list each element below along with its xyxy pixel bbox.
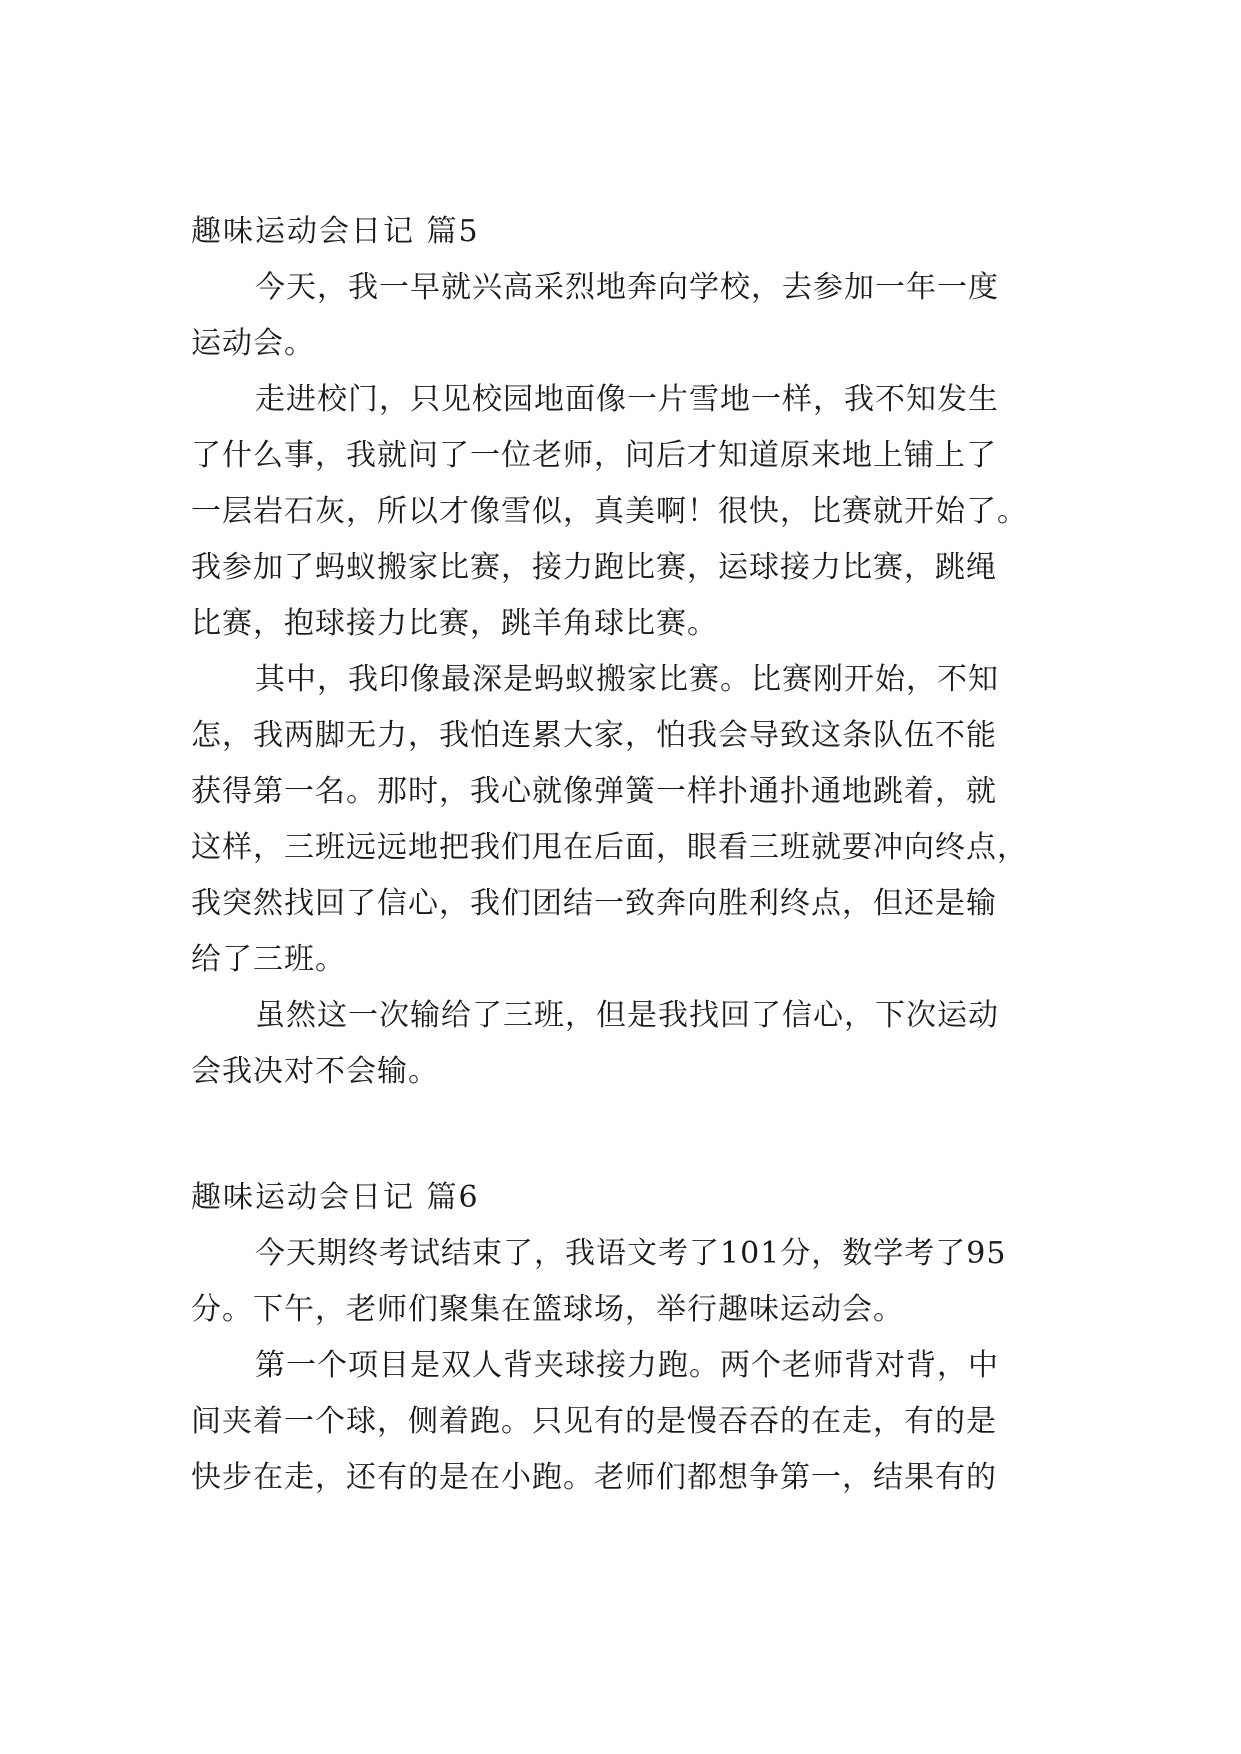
paragraph-line: 了什么事，我就问了一位老师，问后才知道原来地上铺上了 xyxy=(191,438,997,473)
paragraph-line: 这样，三班远远地把我们甩在后面，眼看三班就要冲向终点， xyxy=(191,830,1028,865)
paragraph-line: 今天，我一早就兴高采烈地奔向学校，去参加一年一度 xyxy=(255,270,999,305)
paragraph-line: 我突然找回了信心，我们团结一致奔向胜利终点，但还是输 xyxy=(191,886,997,921)
paragraph-line: 今天期终考试结束了，我语文考了101分，数学考了95 xyxy=(255,1236,1007,1271)
paragraph-line: 我参加了蚂蚁搬家比赛，接力跑比赛，运球接力比赛，跳绳 xyxy=(191,550,997,585)
section-heading: 趣味运动会日记 篇5 xyxy=(191,214,480,249)
paragraph-line: 第一个项目是双人背夹球接力跑。两个老师背对背，中 xyxy=(255,1348,999,1383)
paragraph-line: 比赛，抱球接力比赛，跳羊角球比赛。 xyxy=(191,606,718,641)
paragraph-line: 怎，我两脚无力，我怕连累大家，怕我会导致这条队伍不能 xyxy=(191,718,997,753)
paragraph-line: 一层岩石灰，所以才像雪似，真美啊！很快，比赛就开始了。 xyxy=(191,494,1028,529)
paragraph-line: 给了三班。 xyxy=(191,942,346,977)
paragraph-line: 分。下午，老师们聚集在篮球场，举行趣味运动会。 xyxy=(191,1292,904,1327)
paragraph-line: 走进校门，只见校园地面像一片雪地一样，我不知发生 xyxy=(255,382,999,417)
paragraph-line: 间夹着一个球，侧着跑。只见有的是慢吞吞的在走，有的是 xyxy=(191,1404,997,1439)
section-heading: 趣味运动会日记 篇6 xyxy=(191,1180,480,1215)
paragraph-line: 快步在走，还有的是在小跑。老师们都想争第一，结果有的 xyxy=(191,1460,997,1495)
paragraph-line: 运动会。 xyxy=(191,326,315,361)
paragraph-line: 虽然这一次输给了三班，但是我找回了信心，下次运动 xyxy=(255,998,999,1033)
paragraph-line: 其中，我印像最深是蚂蚁搬家比赛。比赛刚开始，不知 xyxy=(255,662,999,697)
paragraph-line: 获得第一名。那时，我心就像弹簧一样扑通扑通地跳着，就 xyxy=(191,774,997,809)
paragraph-line: 会我决对不会输。 xyxy=(191,1054,439,1089)
